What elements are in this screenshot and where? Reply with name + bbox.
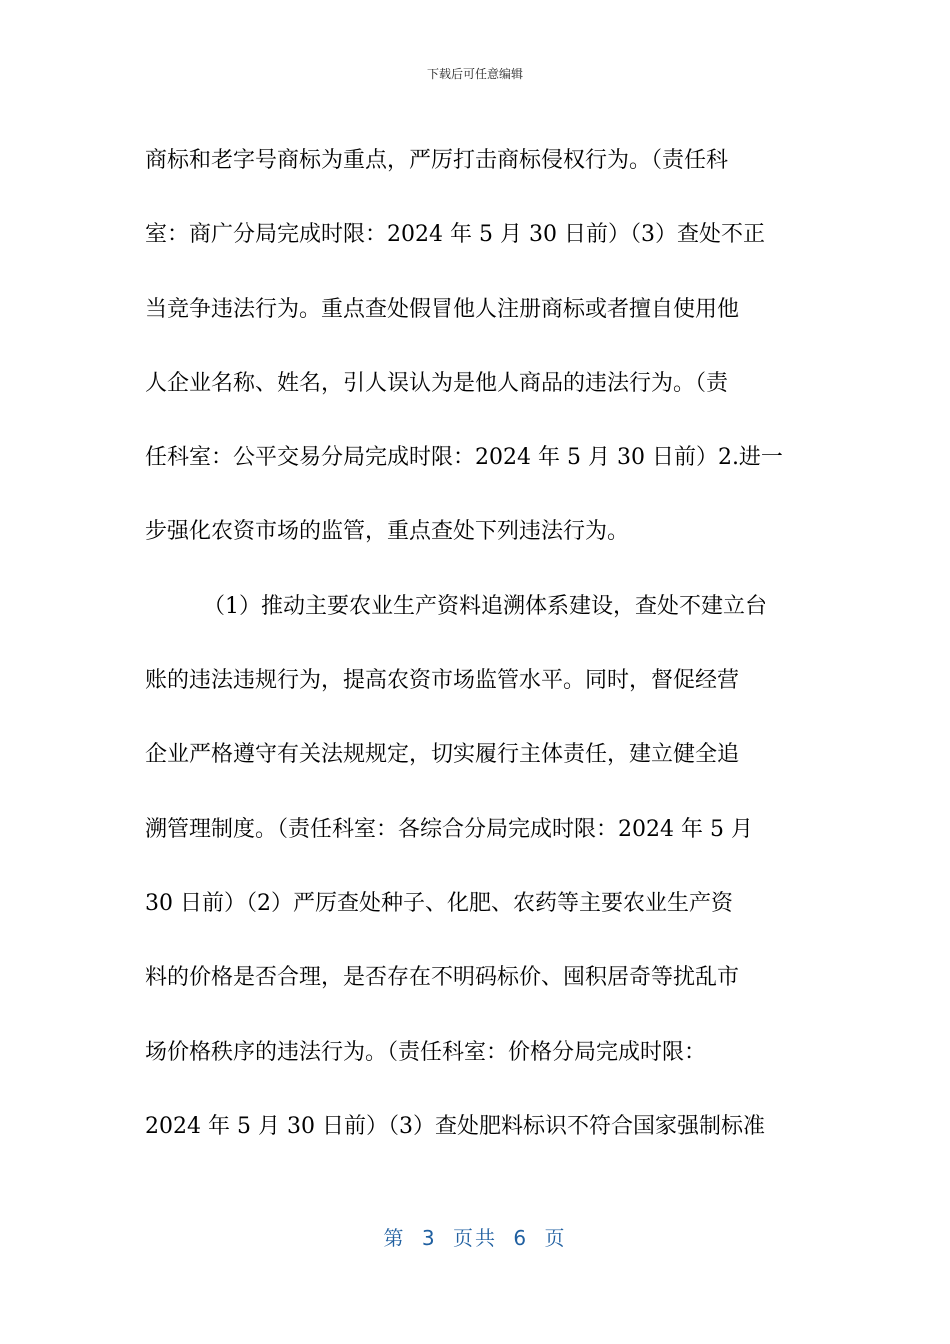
- body-line: 账的违法违规行为，提高农资市场监管水平。同时，督促经营: [145, 668, 740, 694]
- body-line: 室：商广分局完成时限：2024 年 5 月 30 日前）（3）查处不正: [145, 222, 765, 248]
- body-line: 步强化农资市场的监管，重点查处下列违法行为。: [145, 519, 630, 545]
- page-suffix: 页: [544, 1226, 567, 1250]
- document-body: [145, 124, 805, 1164]
- body-line: 商标和老字号商标为重点，严厉打击商标侵权行为。（责任科: [145, 148, 729, 173]
- body-line: 2024 年 5 月 30 日前）（3）查处肥料标识不符合国家强制标准: [145, 1113, 765, 1139]
- body-line: 任科室：公平交易分局完成时限：2024 年 5 月 30 日前）2.进一: [145, 445, 783, 471]
- page-total-number: 6: [513, 1226, 529, 1250]
- body-line: 30 日前）（2）严厉查处种子、化肥、农药等主要农业生产资: [145, 890, 733, 916]
- body-line: 当竞争违法行为。重点查处假冒他人注册商标或者擅自使用他: [145, 296, 740, 322]
- page-current-number: 3: [421, 1226, 437, 1250]
- body-line: 料的价格是否合理，是否存在不明码标价、囤积居奇等扰乱市: [145, 965, 740, 991]
- page-prefix: 第: [383, 1226, 406, 1250]
- body-line: 场价格秩序的违法行为。（责任科室：价格分局完成时限：: [145, 1039, 707, 1065]
- page-header-note: 下载后可任意编辑: [426, 67, 523, 81]
- page-number-footer: [0, 1224, 950, 1252]
- body-line: 企业严格遵守有关法规规定，切实履行主体责任，建立健全追: [145, 742, 740, 768]
- body-line: 人企业名称、姓名，引人误认为是他人商品的违法行为。（责: [145, 370, 729, 396]
- body-line: 溯管理制度。（责任科室：各综合分局完成时限：2024 年 5 月: [145, 816, 753, 842]
- body-line-paragraph-start: （1）推动主要农业生产资料追溯体系建设，查处不建立台: [203, 593, 767, 619]
- page-middle: 页共: [453, 1226, 497, 1250]
